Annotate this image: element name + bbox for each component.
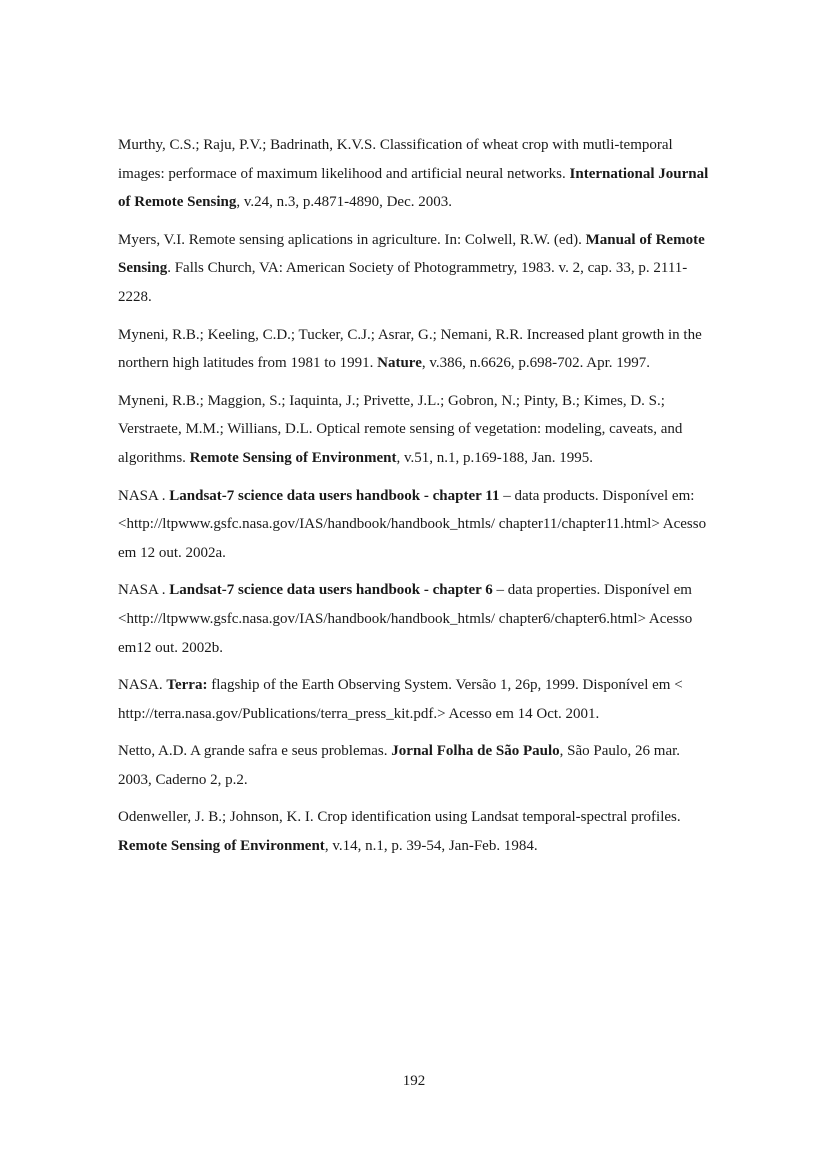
reference-text: , v.14, n.1, p. 39-54, Jan-Feb. 1984. [324, 838, 538, 855]
reference-source-title: Landsat-7 science data users handbook - chapter 6 [169, 582, 493, 599]
reference-text: , v.386, n.6626, p.698-702. Apr. 1997. [421, 355, 651, 372]
reference-text: , v.51, n.1, p.169-188, Jan. 1995. [396, 449, 594, 466]
reference-source-title: International Journal of Remote Sensing [118, 165, 709, 211]
reference-source-title: Landsat-7 science data users handbook - chapter 11 [169, 487, 500, 504]
reference-list [118, 131, 710, 870]
reference-entry [118, 576, 710, 662]
reference-text: , v.24, n.3, p.4871-4890, Dec. 2003. [236, 194, 452, 211]
page-number: 192 [402, 1073, 426, 1089]
reference-text: Myers, V.I. Remote sensing aplications in agriculture. In: Colwell, R.W. (ed). [118, 231, 586, 248]
reference-entry [118, 737, 710, 794]
reference-source-title: Remote Sensing of Environment [189, 449, 397, 466]
reference-entry [118, 226, 710, 312]
reference-text: – data products. Disponível em: <http://ltpwww.gsfc.nasa.gov/IAS/handbook/handbook_htmls/ chapter11/chapter11.html> Acesso em 12 out. 2002a. [118, 487, 707, 561]
reference-source-title: Nature [377, 355, 422, 372]
reference-text: Murthy, C.S.; Raju, P.V.; Badrinath, K.V.S. Classification of wheat crop with mutli-temporal images: performace of maximum likelihood and artificial neural networks. [118, 137, 673, 182]
reference-entry [118, 482, 710, 568]
reference-text: Myneni, R.B.; Maggion, S.; Iaquinta, J.; Privette, J.L.; Gobron, N.; Pinty, B.; Kimes, D. S.; Verstraete, M.M.; Willians, D.L. Optical remote sensing of vegetation: modeling, caveats, and algorithms. [118, 392, 683, 466]
reference-entry [118, 321, 710, 378]
reference-text: Myneni, R.B.; Keeling, C.D.; Tucker, C.J.; Asrar, G.; Nemani, R.R. Increased plant growth in the northern high latitudes from 1981 to 1991. [118, 326, 702, 372]
reference-entry [118, 671, 710, 728]
reference-text: NASA . [118, 487, 170, 504]
reference-entry [118, 131, 710, 217]
reference-entry [118, 803, 710, 860]
reference-source-title: Terra: [166, 677, 208, 694]
reference-source-title: Remote Sensing of Environment [118, 838, 325, 855]
reference-source-title: Jornal Folha de São Paulo [391, 743, 560, 760]
reference-text: NASA. [118, 677, 167, 694]
reference-text: Odenweller, J. B.; Johnson, K. I. Crop identification using Landsat temporal-spectral profiles. [118, 809, 681, 826]
reference-text: NASA . [118, 582, 170, 599]
reference-text: flagship of the Earth Observing System. Versão 1, 26p, 1999. Disponível em < http://terra.nasa.gov/Publications/terra_press_kit.pdf.> Acesso em 14 Oct. 2001. [118, 677, 683, 722]
reference-entry [118, 387, 710, 473]
reference-text: , São Paulo, 26 mar. 2003, Caderno 2, p.2. [118, 743, 681, 788]
reference-text: – data properties. Disponível em <http://ltpwww.gsfc.nasa.gov/IAS/handbook/handbook_htmls/ chapter6/chapter6.html> Acesso em12 out. 2002b. [118, 582, 693, 656]
reference-text: . Falls Church, VA: American Society of Photogrammetry, 1983. v. 2, cap. 33, p. 2111-2228. [118, 260, 688, 305]
reference-text: Netto, A.D. A grande safra e seus problemas. [118, 743, 392, 760]
reference-source-title: Manual of Remote Sensing [118, 231, 705, 277]
